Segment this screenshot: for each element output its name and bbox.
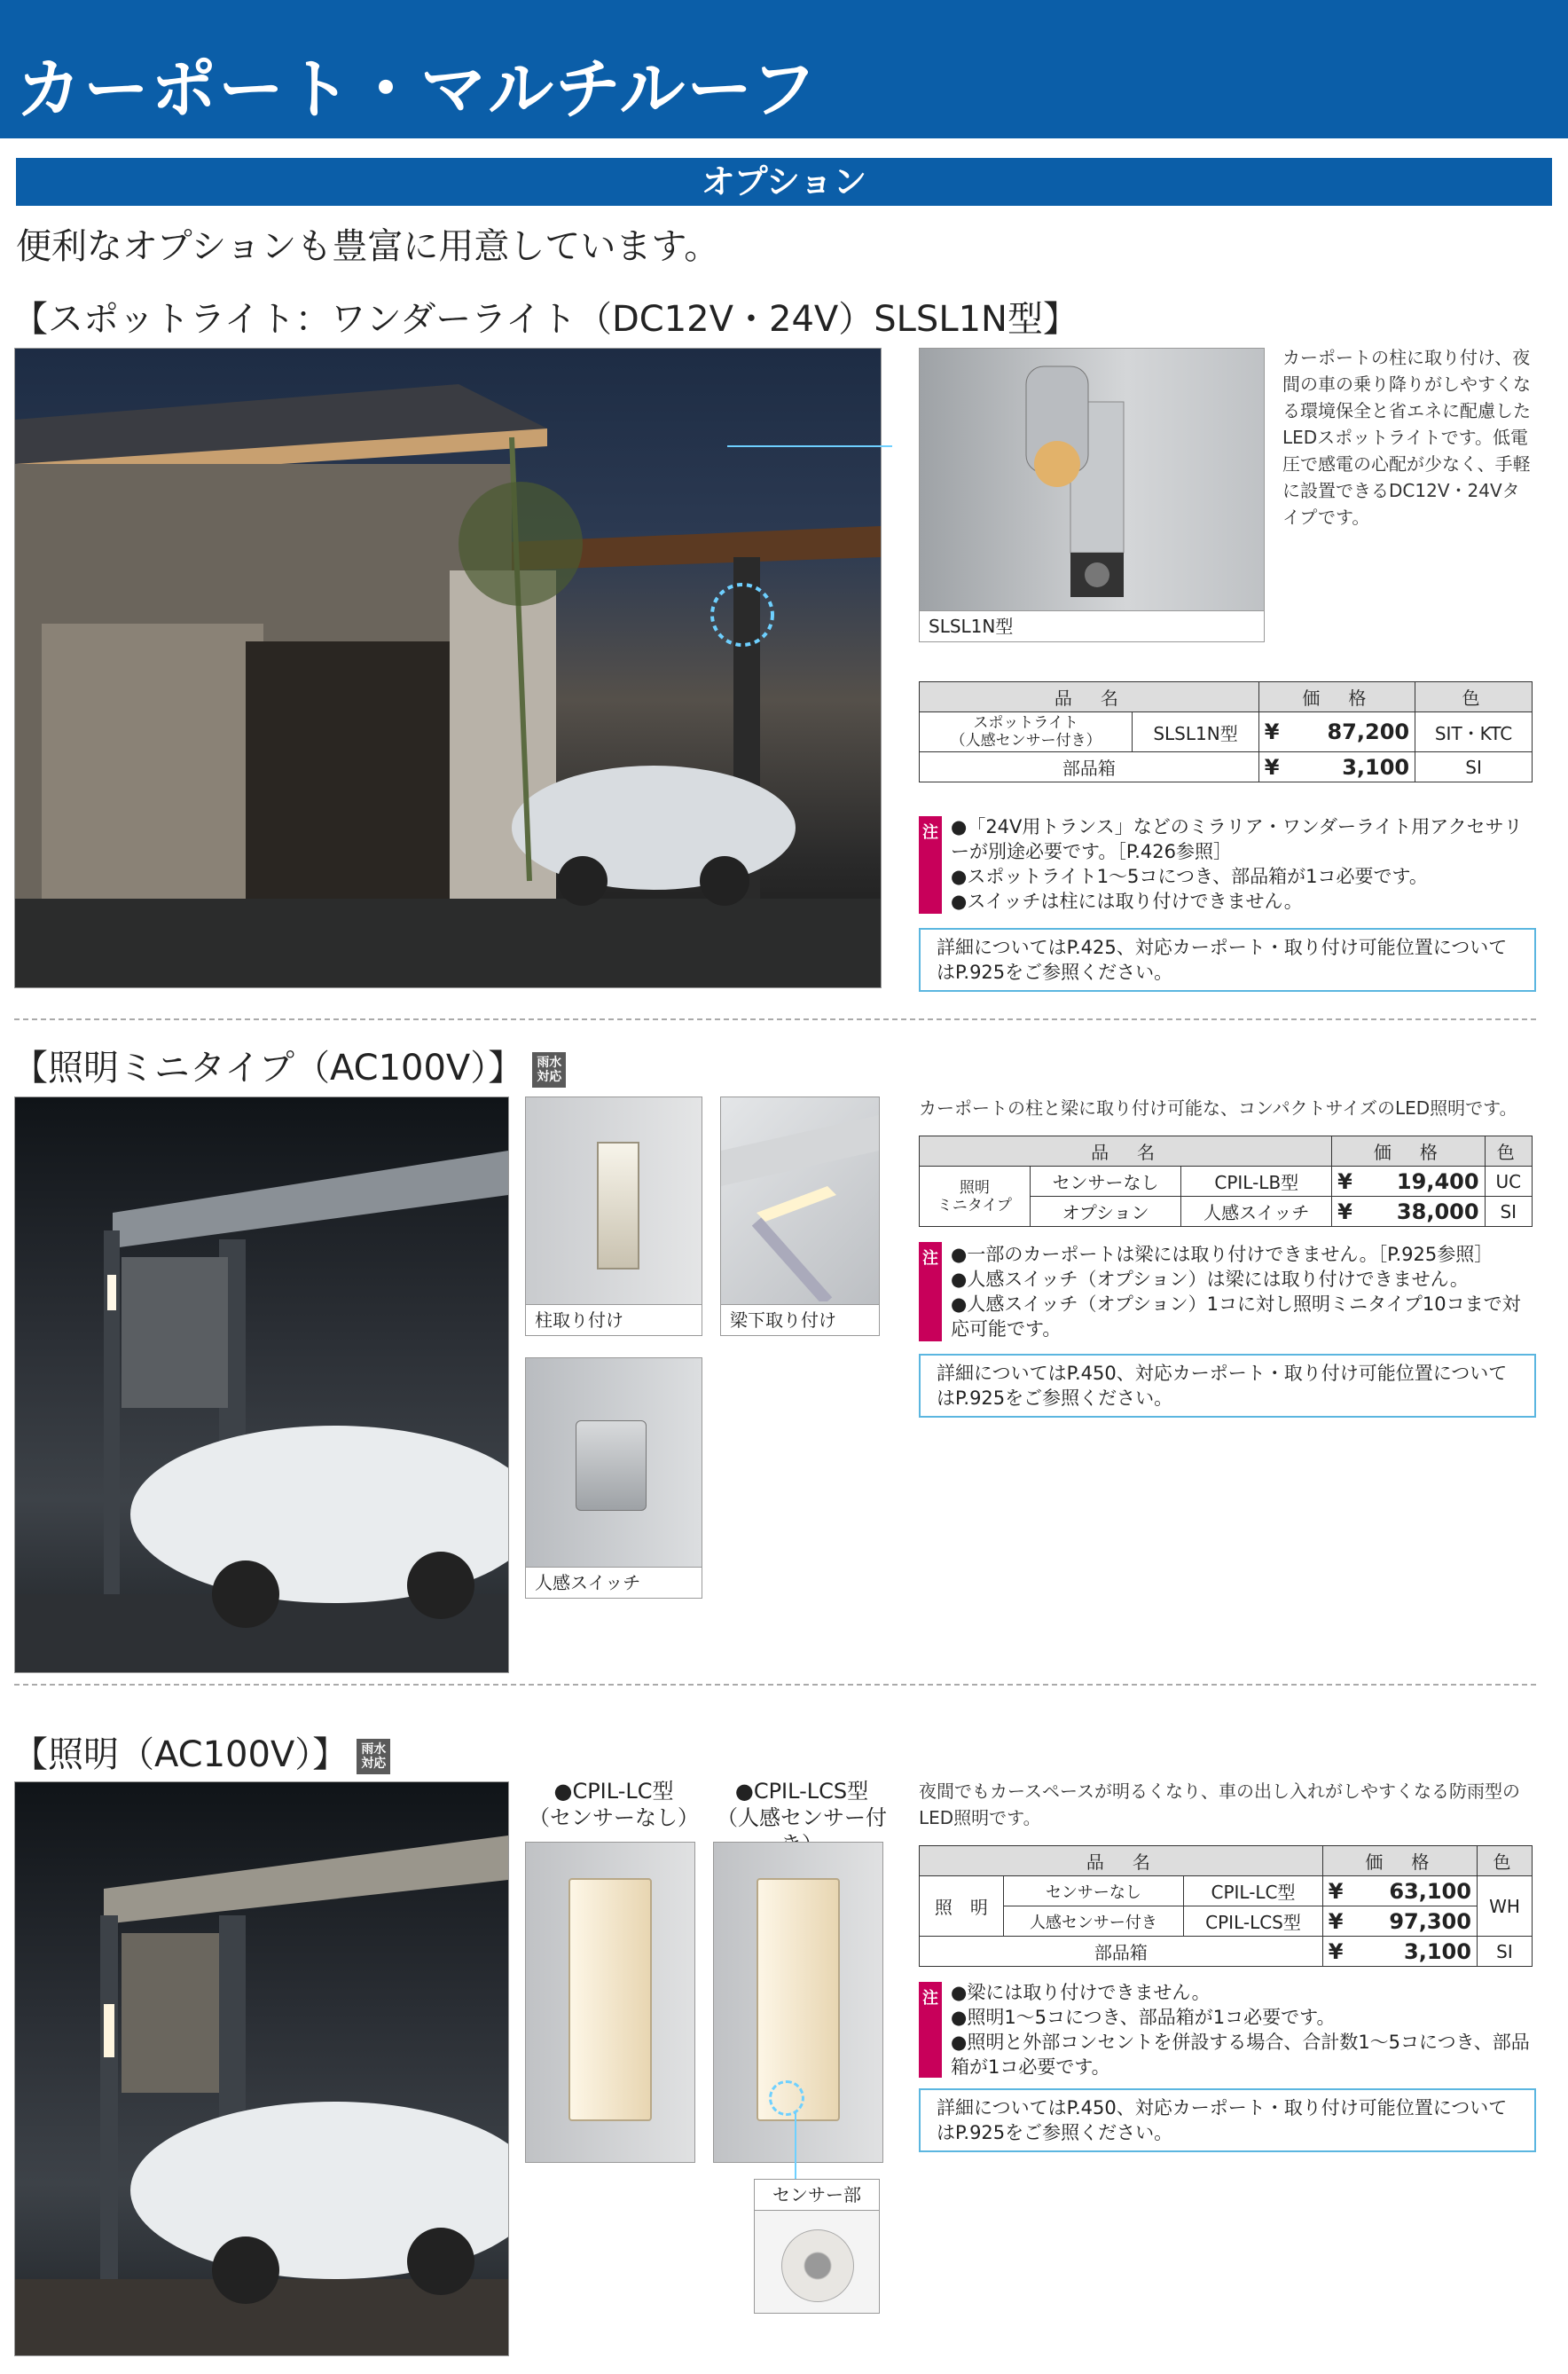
- spotlight-icon: [920, 349, 1264, 615]
- cell-price: 38,000: [1365, 1197, 1485, 1227]
- cell-yen: ¥: [1322, 1937, 1356, 1967]
- table-row: [920, 1167, 1533, 1197]
- caption-switch: 人感スイッチ: [526, 1567, 702, 1598]
- variant1-label: [525, 1778, 702, 1831]
- cpil-lc-icon: [568, 1878, 652, 2121]
- section1-notes: [951, 814, 1536, 914]
- cell-name: 部品箱: [920, 752, 1259, 782]
- note-item: ●「24V用トランス」などのミラリア・ワンダーライト用アクセサリーが別途必要です。［P.426参照］: [951, 816, 1523, 862]
- note-item: ●スイッチは柱には取り付けできません。: [951, 891, 1303, 912]
- section1-reference: 詳細についてはP.425、対応カーポート・取り付け可能位置についてはP.925をご参照ください。: [919, 928, 1536, 992]
- cell-sub: オプション: [1030, 1197, 1181, 1227]
- rainproof-badge: 雨水 対応: [357, 1739, 390, 1774]
- variant1-model: ●CPIL-LC型: [553, 1779, 674, 1804]
- section3-title-row: [12, 1726, 390, 1777]
- variant1-sub: （センサーなし）: [529, 1805, 699, 1830]
- table-row: [920, 1937, 1533, 1967]
- page-title: カーポート・マルチルーフ: [16, 51, 819, 128]
- note-item: ●梁には取り付けできません。: [951, 1982, 1211, 2003]
- cell-color: SIT・KTC: [1415, 712, 1533, 752]
- section3-title: 【照明（AC100V）】: [12, 1734, 349, 1775]
- cell-yen: ¥: [1322, 1876, 1356, 1906]
- cell-yen: ¥: [1258, 712, 1292, 752]
- section2-notes: [951, 1242, 1536, 1341]
- motion-switch-icon: [576, 1420, 647, 1511]
- cell-color: WH: [1477, 1876, 1532, 1937]
- sensor-caption: センサー部: [755, 2180, 879, 2211]
- section3-description: 夜間でもカースペースが明るくなり、車の出し入れがしやすくなる防雨型のLED照明です。: [919, 1780, 1520, 1828]
- beam-mount-photo: [720, 1097, 880, 1336]
- header-color: 色: [1415, 682, 1533, 712]
- note-tag: 注: [919, 1242, 942, 1341]
- rainproof-badge: 雨水 対応: [532, 1052, 566, 1088]
- cell-price: 87,200: [1293, 712, 1415, 752]
- note-item: ●照明1〜5コにつき、部品箱が1コ必要です。: [951, 2007, 1336, 2028]
- section-bar: オプション: [16, 158, 1552, 206]
- spotlight-product-photo: [919, 348, 1265, 642]
- cell-price: 3,100: [1293, 752, 1415, 782]
- table-row: [920, 1906, 1533, 1937]
- cell-sub: センサーなし: [1003, 1876, 1184, 1906]
- sensor-closeup-photo: [754, 2179, 880, 2314]
- cell-sub: センサーなし: [1030, 1167, 1181, 1197]
- cell-group: 照明 ミニタイプ: [920, 1167, 1031, 1227]
- cell-color: SI: [1485, 1197, 1532, 1227]
- cell-price: 97,300: [1356, 1906, 1477, 1937]
- section1-title: 【スポットライト：ワンダーライト（DC12V・24V）SLSL1N型】: [12, 299, 1078, 340]
- cell-color: SI: [1477, 1937, 1532, 1967]
- cell-price: 63,100: [1356, 1876, 1477, 1906]
- section1-spec-table: [919, 681, 1533, 782]
- note-item: ●人感スイッチ（オプション）1コに対し照明ミニタイプ10コまで対応可能です。: [951, 1293, 1521, 1340]
- section2-spec-table: [919, 1136, 1533, 1227]
- note-item: ●スポットライト1〜5コにつき、部品箱が1コ必要です。: [951, 866, 1428, 887]
- page-header: [0, 0, 1568, 138]
- house-illustration: [15, 349, 881, 987]
- cell-name: スポットライト （人感センサー付き）: [920, 712, 1133, 752]
- section2-description: カーポートの柱と梁に取り付け可能な、コンパクトサイズのLED照明です。: [919, 1097, 1517, 1119]
- table-row: [920, 712, 1533, 752]
- motion-switch-photo: [525, 1357, 702, 1599]
- cell-group: 照 明: [920, 1876, 1004, 1937]
- cell-price: 3,100: [1356, 1937, 1477, 1967]
- cell-model: 人感スイッチ: [1181, 1197, 1332, 1227]
- section2-reference: 詳細についてはP.450、対応カーポート・取り付け可能位置についてはP.925をご参照ください。: [919, 1354, 1536, 1418]
- caption-beam: 梁下取り付け: [721, 1304, 879, 1335]
- header-color: 色: [1485, 1136, 1532, 1167]
- mini-light-scene-photo: [14, 1097, 509, 1673]
- divider: [14, 1684, 1536, 1686]
- cell-sub: 人感センサー付き: [1003, 1906, 1184, 1937]
- cell-model: CPIL-LB型: [1181, 1167, 1332, 1197]
- header-price: 価 格: [1322, 1846, 1477, 1876]
- section1-description: カーポートの柱に取り付け、夜間の車の乗り降りがしやすくなる環境保全と省エネに配慮したLEDスポットライトです。低電圧で感電の心配が少なく、手軽に設置できるDC12V・24Vタイプです。: [1282, 347, 1531, 528]
- cell-yen: ¥: [1322, 1906, 1356, 1937]
- light-scene-photo: [14, 1781, 509, 2356]
- cpil-lcs-photo: [713, 1842, 883, 2163]
- section3-reference: 詳細についてはP.450、対応カーポート・取り付け可能位置についてはP.925をご参照ください。: [919, 2088, 1536, 2152]
- variant2-model: ●CPIL-LCS型: [734, 1779, 869, 1804]
- note-item: ●一部のカーポートは梁には取り付けできません。［P.925参照］: [951, 1244, 1494, 1265]
- cell-yen: ¥: [1332, 1167, 1365, 1197]
- cell-model: CPIL-LC型: [1184, 1876, 1323, 1906]
- cell-yen: ¥: [1332, 1197, 1365, 1227]
- header-price: 価 格: [1332, 1136, 1485, 1167]
- table-row: [920, 1876, 1533, 1906]
- header-color: 色: [1477, 1846, 1532, 1876]
- callout-line: [727, 445, 892, 447]
- header-price: 価 格: [1258, 682, 1415, 712]
- cell-yen: ¥: [1258, 752, 1292, 782]
- pillar-mount-photo: [525, 1097, 702, 1336]
- sensor-icon: [781, 2229, 854, 2302]
- note-item: ●照明と外部コンセントを併設する場合、合計数1〜5コにつき、部品箱が1コ必要です。: [951, 2032, 1530, 2078]
- cpil-lc-photo: [525, 1842, 695, 2163]
- header-name: 品 名: [920, 1136, 1332, 1167]
- note-item: ●人感スイッチ（オプション）は梁には取り付けできません。: [951, 1269, 1469, 1290]
- table-row: [920, 752, 1533, 782]
- carport-illustration: [15, 1782, 508, 2355]
- cell-color: SI: [1415, 752, 1533, 782]
- beam-illustration: [721, 1097, 879, 1301]
- header-name: 品 名: [920, 682, 1259, 712]
- lead-text: 便利なオプションも豊富に用意しています。: [16, 226, 720, 267]
- note-tag: 注: [919, 1982, 942, 2078]
- note-tag: 注: [919, 816, 942, 914]
- section3-spec-table: [919, 1845, 1533, 1967]
- variant2-sub: （人感センサー付: [717, 1805, 887, 1830]
- header-name: 品 名: [920, 1846, 1323, 1876]
- product-caption: SLSL1N型: [920, 610, 1264, 641]
- cell-model: SLSL1N型: [1133, 712, 1258, 752]
- spotlight-scene-photo: [14, 348, 882, 988]
- cell-name: 部品箱: [920, 1937, 1323, 1967]
- caption-pillar: 柱取り付け: [526, 1304, 702, 1335]
- mini-light-icon: [597, 1142, 639, 1270]
- section2-title: 【照明ミニタイプ（AC100V）】: [12, 1048, 524, 1089]
- cell-model: CPIL-LCS型: [1184, 1906, 1323, 1937]
- sensor-callout-line: [795, 2111, 796, 2182]
- carport-illustration: [15, 1097, 508, 1672]
- cell-color: UC: [1485, 1167, 1532, 1197]
- divider: [14, 1018, 1536, 1020]
- section3-notes: [951, 1980, 1536, 2079]
- section2-title-row: [12, 1040, 566, 1090]
- sensor-highlight: [769, 2080, 804, 2116]
- cell-price: 19,400: [1365, 1167, 1485, 1197]
